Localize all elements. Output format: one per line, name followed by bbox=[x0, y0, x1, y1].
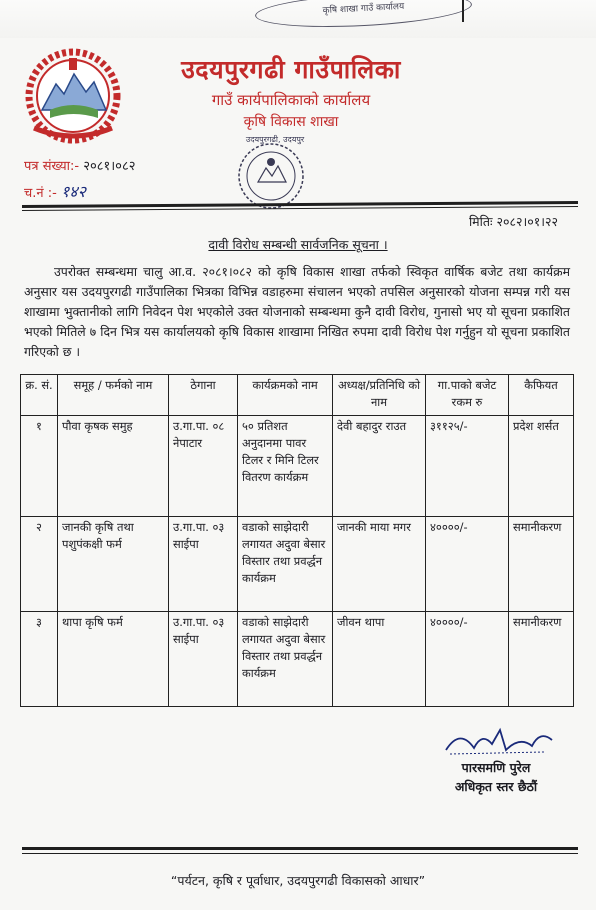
header-remarks: कैफियत bbox=[509, 375, 574, 416]
schedule-table bbox=[20, 374, 574, 707]
cell-budget: ३११२५/- bbox=[426, 416, 509, 517]
header-serial: क्र. सं. bbox=[21, 375, 58, 416]
cell-address: उ.गा.पा. ०३ साईपा bbox=[169, 612, 238, 707]
footer-rule-thin bbox=[22, 853, 578, 854]
cell-chairperson: देवी बहादुर राउत bbox=[333, 416, 426, 517]
cell-remarks: समानीकरण bbox=[509, 612, 574, 707]
cell-program: वडाको साझेदारी लगायत अदुवा बेसार विस्तार तथा प्रवर्द्धन कार्यक्रम bbox=[238, 517, 333, 612]
cell-group-name: जानकी कृषि तथा पशुपंकक्षी फर्म bbox=[58, 517, 169, 612]
branch-name: कृषि विकास शाखा bbox=[243, 114, 339, 130]
cell-group-name: पौवा कृषक समुह bbox=[58, 416, 169, 517]
letter-number-label: पत्र संख्या:- bbox=[24, 159, 80, 174]
table-header-row bbox=[21, 375, 574, 416]
signatory-block bbox=[426, 758, 566, 796]
dispatch-number bbox=[24, 180, 86, 202]
cell-remarks: प्रदेश शर्सत bbox=[509, 416, 574, 517]
cell-serial: १ bbox=[21, 416, 58, 517]
subject-text: दावी विरोध सम्बन्धी सार्वजनिक सूचना । bbox=[208, 237, 388, 252]
cell-group-name: थापा कृषि फर्म bbox=[58, 612, 169, 707]
cell-chairperson: जानकी माया मगर bbox=[333, 517, 426, 612]
signatory-designation: अधिकृत स्तर छैठौं bbox=[454, 779, 538, 794]
cell-serial: ३ bbox=[21, 612, 58, 707]
header-group-name: समूह / फर्मको नाम bbox=[58, 375, 169, 416]
dispatch-number-value: १४२ bbox=[60, 182, 86, 201]
header-chairperson: अध्यक्ष/प्रतिनिधि को नाम bbox=[333, 375, 426, 416]
cell-program: ५० प्रतिशत अनुदानमा पावर टिलर र मिनि टिलर वितरण कार्यक्रम bbox=[238, 416, 333, 517]
stamp-text: उदयपुरगढी, उदयपुर bbox=[245, 135, 305, 144]
top-mark bbox=[462, 0, 464, 22]
cell-chairperson: जीवन थापा bbox=[333, 612, 426, 707]
cell-remarks: समानीकरण bbox=[509, 517, 574, 612]
header-address: ठेगाना bbox=[169, 375, 238, 416]
cell-serial: २ bbox=[21, 517, 58, 612]
notice-date: मितिः २०८२।०१।२२ bbox=[468, 214, 558, 229]
dispatch-number-label: च.नं :- bbox=[24, 186, 57, 201]
nepal-emblem-icon bbox=[20, 44, 126, 144]
signatory-name: पारसमणि पुरेल bbox=[461, 760, 531, 775]
notice-subject bbox=[0, 236, 596, 253]
footer-slogan: “पर्यटन, कृषि र पूर्वाधार, उदयपुरगढी विकासको आधार” bbox=[170, 873, 426, 888]
handwritten-signature-icon bbox=[440, 722, 560, 758]
table-row bbox=[21, 517, 574, 612]
header-program: कार्यक्रमको नाम bbox=[238, 375, 333, 416]
table-row bbox=[21, 612, 574, 707]
notice-body: उपरोक्त सम्बन्धमा चालु आ.व. २०८१।०८२ को कृषि विकास शाखा तर्फको स्विकृत वार्षिक बजेट तथा कार्यक्रम अनुसार यस उदयपुरगढी गाउँपालिका भित्रका विभिन्न वडाहरुमा संचालन भएको तपसिल अनुसारको योजना सम्पन्न गरी यस शाखामा भुक्तानीको लागि निवेदन पेश भएकोले उक्त योजनाको सम्बन्धमा कुनै दावी विरोध, गुनासो भए यो सूचना प्रकाशित भएको मितिले ७ दिन भित्र यस कार्यालयको कृषि विकास शाखामा निखित रुपमा दावी विरोध पेश गर्नुहुन यो सूचना प्रकाशित गरिएको छ । bbox=[24, 264, 570, 359]
table-row bbox=[21, 416, 574, 517]
office-name: गाउँ कार्यपालिकाको कार्यालय bbox=[211, 91, 371, 109]
cell-program: वडाको साझेदारी लगायत अदुवा बेसार विस्तार तथा प्रवर्द्धन कार्यक्रम bbox=[238, 612, 333, 707]
letter-number-value: २०८१।०८२ bbox=[83, 159, 136, 174]
footer-rule bbox=[22, 847, 578, 850]
cell-address: उ.गा.पा. ०८ नेपाटार bbox=[169, 416, 238, 517]
cell-budget: ४००००/- bbox=[426, 517, 509, 612]
cell-address: उ.गा.पा. ०३ साईपा bbox=[169, 517, 238, 612]
header-budget: गा.पाको बजेट रकम रु bbox=[426, 375, 509, 416]
municipality-name: उदयपुरगढी गाउँपालिका bbox=[181, 55, 401, 84]
letter-number bbox=[24, 156, 135, 174]
cell-budget: ४००००/- bbox=[426, 612, 509, 707]
top-stamp: कृषि शाखा गाउँ कार्यालय bbox=[254, 0, 472, 32]
